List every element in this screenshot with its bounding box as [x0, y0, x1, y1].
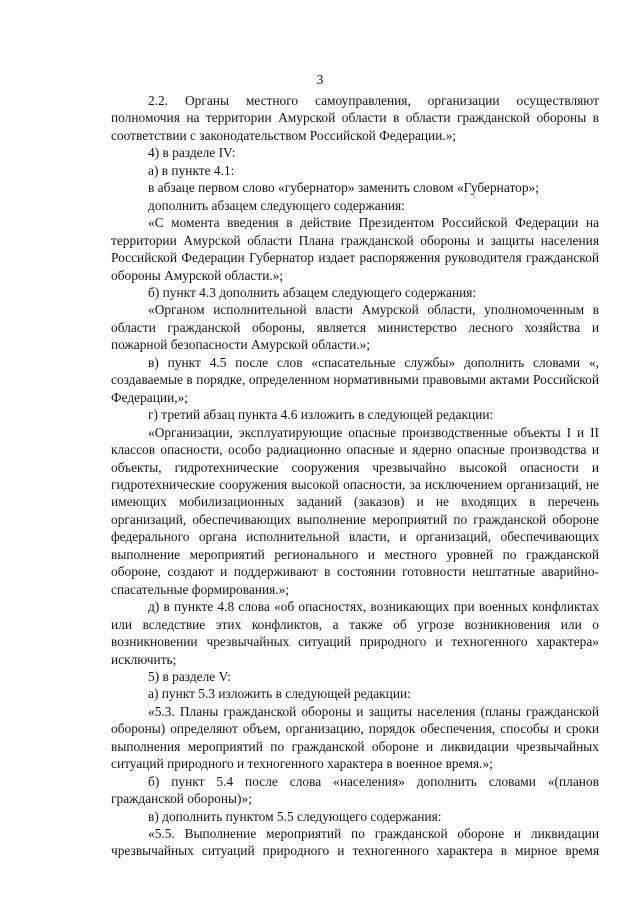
paragraph: б) пункт 4.3 дополнить абзацем следующего содержания: [148, 284, 477, 300]
paragraph: д) в пункте 4.8 слова «об опасностях, возникающих при военных конфликтах или вследствие этих конфликтов, а также об угрозе возникновения или о возникновении чрезвычайных ситуаций природного и техногенного характера» исключить; [111, 599, 599, 667]
paragraph: г) третий абзац пункта 4.6 изложить в следующей редакции: [148, 407, 494, 423]
paragraph: 5) в разделе V: [148, 668, 231, 684]
paragraph: дополнить абзацем следующего содержания: [148, 197, 405, 213]
paragraph: «Организации, эксплуатирующие опасные производственные объекты I и II классов опасности, особо радиационно опасные и ядерно опасные производства и объекты, гидротехнические сооружения чрезвычайно высокой опасности и гидротехнические сооружения высокой опасности, за исключением организаций, не имеющих мобилизационных заданий (заказов) и не входящих в перечень организаций, обеспечивающих выполнение мероприятий по гражданской обороне федерального органа исполнительной власти, и организаций, обеспечивающих выполнение мероприятий регионального и местного уровней по гражданской обороне, создают и поддерживают в состоянии готовности нештатные аварийно-спасательные формирования.»; [111, 424, 599, 597]
paragraph: «С момента введения в действие Президентом Российской Федерации на территории Амурской области Плана гражданской обороны и защиты населения Российской Федерации Губернатор издает распоряжения руководителя гражданской обороны Амурской области.»; [111, 215, 599, 283]
paragraph: а) в пункте 4.1: [148, 162, 235, 178]
paragraph: «5.5. Выполнение мероприятий по гражданской обороне и ликвидации чрезвычайных ситуаций природного и техногенного характера в мирное время [111, 826, 599, 859]
paragraph: б) пункт 5.4 после слова «населения» дополнить словами «(планов гражданской обороны)»; [111, 773, 599, 807]
paragraph: в) дополнить пунктом 5.5 следующего содержания: [148, 808, 442, 824]
paragraph: в) пункт 4.5 после слов «спасательные службы» дополнить словами «, создаваемые в порядке, определенном нормативными правовыми актами Российской Федерации,»; [111, 354, 599, 405]
paragraph: «5.3. Планы гражданской обороны и защиты населения (планы гражданской обороны) определяют объем, организацию, порядок обеспечения, способы и сроки выполнения мероприятий по гражданской обороне и ликвидации чрезвычайных ситуаций природного и техногенного характера в военное время.»; [111, 703, 599, 772]
paragraph: 2.2. Органы местного самоуправления, организации осуществляют полномочия на территории Амурской области в области гражданской обороны в соответствии с законодательством Российской Федерации.»; [111, 93, 599, 143]
page-number: 3 [316, 72, 324, 87]
paragraph: 4) в разделе IV: [148, 145, 236, 161]
paragraph: а) пункт 5.3 изложить в следующей редакции: [148, 686, 411, 702]
paragraph: «Органом исполнительной власти Амурской области, уполномоченным в области гражданской обороны, является министерство лесного хозяйства и пожарной безопасности Амурской области.»; [111, 302, 599, 353]
document-body [111, 92, 599, 860]
paragraph: в абзаце первом слово «губернатор» заменить словом «Губернатор»; [148, 180, 539, 196]
